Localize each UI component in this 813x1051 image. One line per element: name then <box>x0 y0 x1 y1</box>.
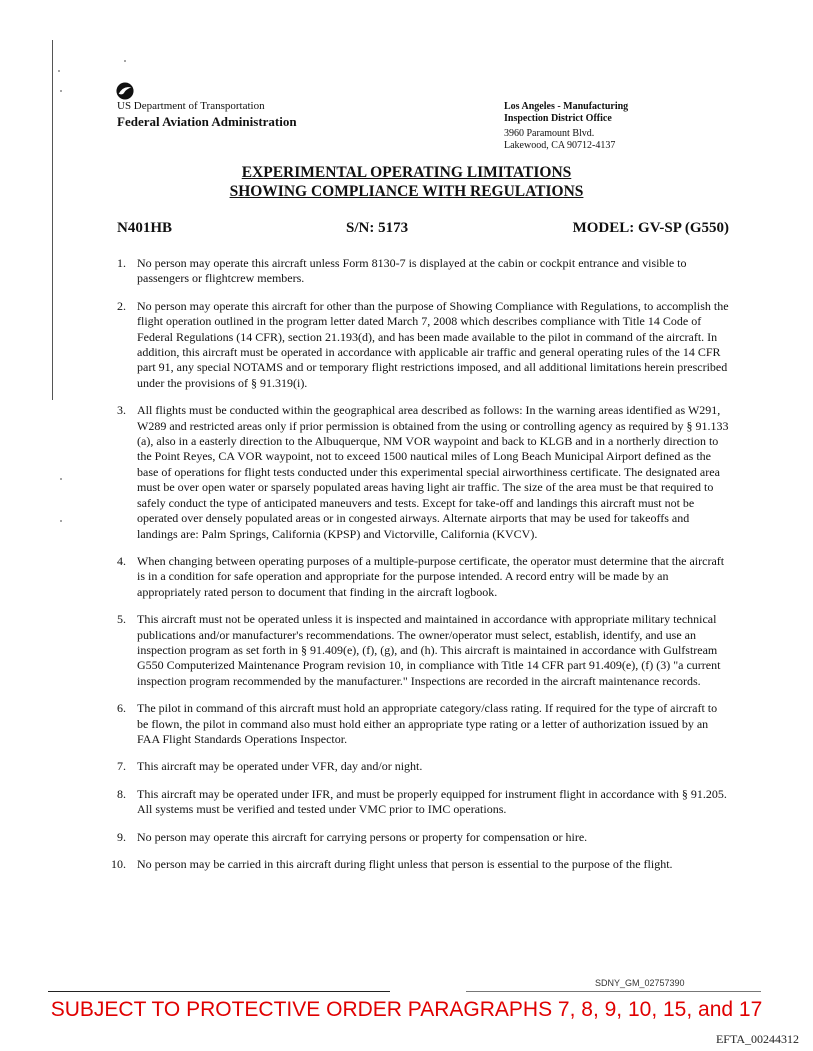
limitation-item <box>117 787 729 818</box>
limitation-item <box>117 299 729 391</box>
item-text: All flights must be conducted within the geographical area described as follows: In the warning areas identified as W291, W289 and restricted areas only if prior permission is obtained from the using or controlling agency as required by § 91.133 (a), also in a easterly direction to the Albuquerque, NM VOR waypoint and back to KLGB and in a northerly direction to the Point Reyes, CA VOR waypoint, not to exceed 1500 nautical miles of Long Beach Municipal Airport defined as the base of operations for flight tests conducted under this experimental special airworthiness certificate. The designated area must be over open water or sparsely populated areas having light air traffic. The size of the area must be that required to safely conduct the type of anticipated maneuvers and tests. Except for take-off and landings this aircraft must not be operated over densely populated areas or in congested airways. Alternate airports that may be used for takeoffs and landings are: Palm Springs, California (KPSP) and Victorville, California (KVCV). <box>137 403 729 541</box>
document-title <box>0 163 813 201</box>
limitation-item <box>117 403 729 542</box>
limitation-item <box>117 701 729 747</box>
item-text: No person may be carried in this aircraft during flight unless that person is essential to the purpose of the flight. <box>137 857 673 871</box>
office-name-line2: Inspection District Office <box>504 113 612 124</box>
limitation-item <box>111 857 729 872</box>
limitation-item <box>117 612 729 689</box>
scan-speck <box>60 90 62 92</box>
item-text: No person may operate this aircraft unless Form 8130-7 is displayed at the cabin or cockpit entrance and visible to passengers or flightcrew members. <box>137 256 687 286</box>
item-text: This aircraft may be operated under IFR, and must be properly equipped for instrument flight in accordance with § 91.205. All systems must be verified and tested under VMC prior to IMC operations. <box>137 786 727 817</box>
dot-logo-icon <box>116 82 134 100</box>
item-text: No person may operate this aircraft for carrying persons or property for compensation or hire. <box>137 829 588 844</box>
serial-number: S/N: 5173 <box>346 220 409 236</box>
limitations-list <box>111 256 729 884</box>
limitation-item <box>117 830 729 845</box>
bates-number: SDNY_GM_02757390 <box>595 978 685 988</box>
scan-speck <box>58 70 60 72</box>
footer-rule <box>466 991 761 992</box>
item-number: 6. <box>117 701 126 716</box>
item-number: 4. <box>117 553 126 568</box>
item-text: When changing between operating purposes of a multiple-purpose certificate, the operator must determine that the aircraft is in a condition for safe operation and appropriate for the purpose intended. A record entry will be made by an appropriately rated person to document that finding in the aircraft logbook. <box>137 553 725 599</box>
limitation-item <box>117 256 729 287</box>
title-line1: EXPERIMENTAL OPERATING LIMITATIONS <box>241 164 572 181</box>
margin-rule <box>52 40 53 400</box>
header-agency-block <box>117 100 297 130</box>
item-number: 2. <box>117 298 126 313</box>
item-number: 7. <box>117 759 126 774</box>
header-office-block <box>504 101 628 152</box>
office-address-line1: 3960 Paramount Blvd. <box>504 128 595 139</box>
scan-speck <box>60 478 62 480</box>
scan-speck <box>60 520 62 522</box>
protective-order-notice: SUBJECT TO PROTECTIVE ORDER PARAGRAPHS 7, 8, 9, 10, 15, and 17 <box>50 998 763 1021</box>
item-text: This aircraft must not be operated unless it is inspected and maintained in accordance with appropriate military technical publications and/or manufacturer's recommendations. The owner/operator must select, establish, identify, and use an inspection program as set forth in § 91.409(e), (f), (g), and (h). This aircraft is maintained in accordance with Gulfstream G550 Computerized Maintenance Program revision 10, in compliance with Title 14 CFR part 91.409(e), (f) (3) "a current inspection program recommended by the manufacturer." Inspections are recorded in the aircraft maintenance records. <box>137 612 721 688</box>
item-number: 9. <box>117 829 126 844</box>
efta-number: EFTA_00244312 <box>715 1032 799 1046</box>
aircraft-model: MODEL: GV-SP (G550) <box>572 220 729 236</box>
item-text: The pilot in command of this aircraft must hold an appropriate category/class rating. If required for the type of aircraft to be flown, the pilot in command also must hold either an appropriate type rating or a letter of authorization issued by an FAA Flight Standards Operations Inspector. <box>137 701 718 746</box>
scan-speck <box>124 60 126 62</box>
office-name-line1: Los Angeles - Manufacturing <box>504 101 629 112</box>
limitation-item <box>117 554 729 600</box>
title-line2: SHOWING COMPLIANCE WITH REGULATIONS <box>229 183 584 200</box>
item-number: 10. <box>111 857 126 871</box>
item-number: 5. <box>117 612 126 627</box>
item-text: This aircraft may be operated under VFR, day and/or night. <box>137 759 423 774</box>
item-number: 1. <box>117 256 126 270</box>
department-name: US Department of Transportation <box>117 100 265 112</box>
office-address-line2: Lakewood, CA 90712-4137 <box>504 140 616 151</box>
item-text: No person may operate this aircraft for other than the purpose of Showing Compliance with Regulations, to accomplish the flight operation outlined in the program letter dated March 7, 2008 which describes compliance with Title 14 Code of Federal Regulations (14 CFR), section 21.193(d), and has been made available to the pilot in command of the aircraft. In addition, this aircraft must be operated in accordance with applicable air traffic and general operating rules of the 14 CFR part 91, any special NOTAMS and or temporary flight restrictions imposed, and all additional limitations herein prescribed under the provisions of § 91.319(i). <box>137 298 729 390</box>
footer-rule <box>48 991 390 992</box>
item-number: 8. <box>117 786 126 801</box>
registration-number: N401HB <box>117 220 173 236</box>
item-number: 3. <box>117 403 126 418</box>
limitation-item <box>117 759 729 774</box>
agency-name: Federal Aviation Administration <box>117 114 297 129</box>
aircraft-identification <box>117 220 727 240</box>
